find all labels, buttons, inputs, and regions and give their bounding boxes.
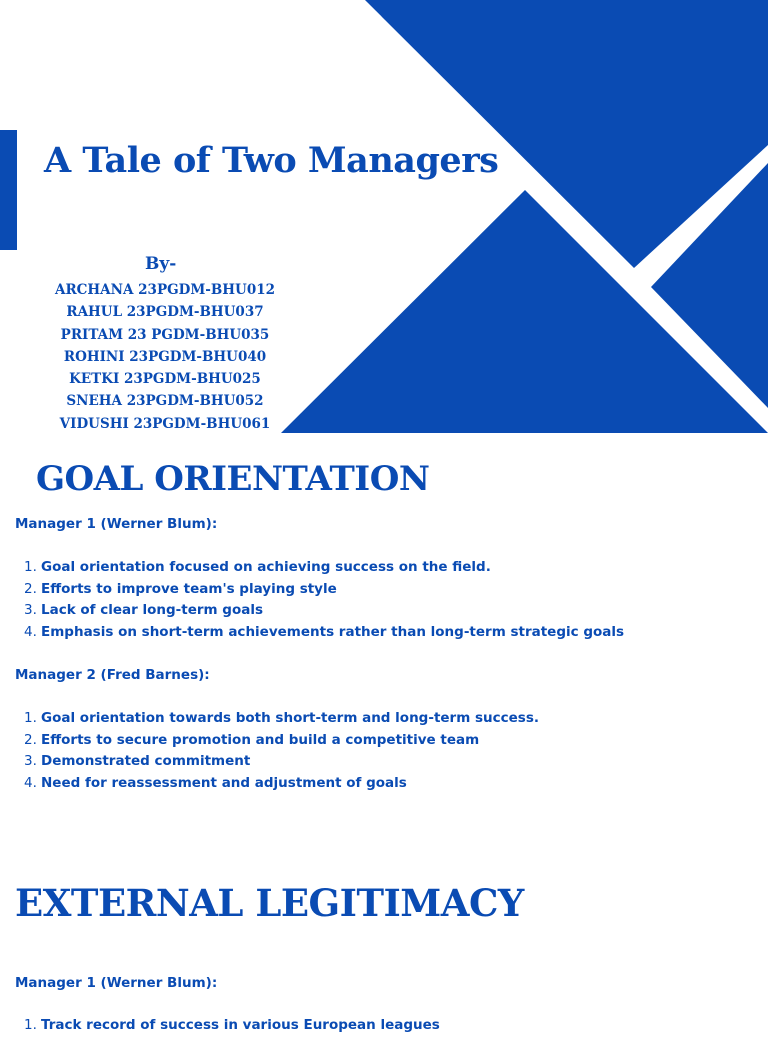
list-text: Goal orientation towards both short-term and long-term success.	[41, 710, 539, 726]
author-item: KETKI 23PGDM-BHU025	[69, 371, 261, 388]
list-item	[24, 622, 624, 644]
list-text: Efforts to secure promotion and build a competitive team	[41, 731, 480, 748]
list-text: Track record of success in various European leagues	[41, 1017, 440, 1033]
list-text: Goal orientation focused on achieving success on the field.	[41, 559, 491, 575]
manager1-goal-list	[24, 557, 624, 644]
list-item	[24, 708, 539, 730]
list-text: Emphasis on short-term achievements rather than long-term strategic goals	[41, 624, 625, 641]
list-item	[24, 557, 624, 579]
external-legitimacy-heading: EXTERNAL LEGITIMACY	[15, 881, 524, 925]
author-item: ARCHANA 23PGDM-BHU012	[54, 282, 276, 298]
goal-orientation-heading: GOAL ORIENTATION	[36, 459, 430, 499]
list-number: 1.	[24, 1017, 37, 1033]
list-number: 4.	[24, 624, 37, 641]
list-item	[24, 579, 624, 601]
list-item	[24, 773, 539, 795]
list-number: 1.	[24, 710, 37, 726]
author-item: ROHINI 23PGDM-BHU040	[63, 348, 267, 365]
list-number: 3.	[24, 753, 37, 770]
manager2-label: Manager 2 (Fred Barnes):	[15, 667, 210, 683]
presentation-title: A Tale of Two Managers	[44, 140, 499, 181]
external-legitimacy-slide	[0, 863, 768, 1033]
list-number: 1.	[24, 559, 37, 575]
manager2-goal-list	[24, 708, 539, 795]
list-item	[24, 730, 539, 752]
author-item: PRITAM 23 PGDM-BHU035	[60, 326, 270, 343]
list-text: Lack of clear long-term goals	[41, 602, 264, 619]
manager1-label: Manager 1 (Werner Blum):	[15, 975, 218, 991]
manager1-label: Manager 1 (Werner Blum):	[15, 516, 218, 532]
title-slide	[0, 0, 768, 433]
list-number: 3.	[24, 602, 37, 619]
author-item: VIDUSHI 23PGDM-BHU061	[59, 415, 271, 432]
goal-orientation-slide	[0, 433, 768, 863]
manager1-legitimacy-list	[24, 1015, 440, 1037]
list-text: Demonstrated commitment	[41, 753, 251, 770]
list-text: Efforts to improve team's playing style	[41, 580, 337, 597]
list-item	[24, 1015, 440, 1037]
list-text: Need for reassessment and adjustment of goals	[41, 775, 407, 792]
list-number: 2.	[24, 580, 37, 597]
list-item	[24, 600, 624, 622]
author-item: RAHUL 23PGDM-BHU037	[66, 304, 264, 321]
left-accent-bar	[0, 130, 17, 250]
list-item	[24, 751, 539, 773]
author-list	[40, 279, 290, 435]
list-number: 2.	[24, 731, 37, 748]
list-number: 4.	[24, 775, 37, 792]
by-label: By-	[145, 254, 177, 274]
author-item: SNEHA 23PGDM-BHU052	[66, 393, 264, 410]
